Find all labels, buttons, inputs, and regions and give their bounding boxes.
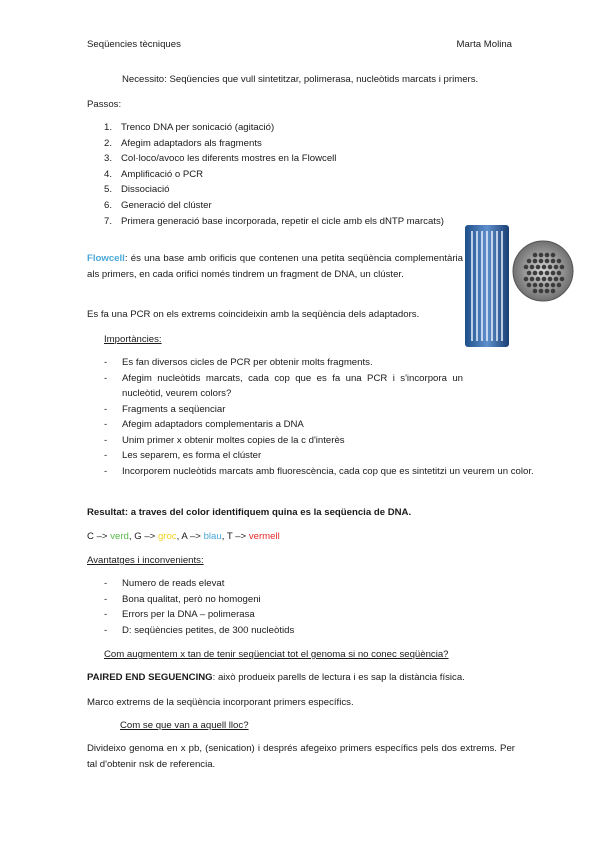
header-title: Seqüencies tècniques: [87, 39, 181, 50]
list-item: - Afegim adaptadors complementaris a DNA: [104, 419, 304, 430]
color-blue: blau: [203, 531, 222, 542]
intro-text: Necessito: Seqüencies que vull sintetitzar, polimerasa, nucleòtids marcats i primers.: [122, 74, 479, 85]
steps-list: [104, 120, 444, 229]
divideixo-text: Divideixo genoma en x pb, (senication) i després afegeixo primers específics pels dos extrems. Per tal d'obtenir nsk de referencia.: [87, 743, 515, 770]
color-green: verd: [110, 531, 129, 542]
question-2: Com se que van a aquell lloc?: [120, 720, 249, 731]
list-item: - Unim primer x obtenir moltes copies de la c d'interès: [104, 434, 345, 446]
list-item: 6. Generació del clúster: [104, 199, 212, 211]
list-item: - D: seqüències petites, de 300 nucleòtids: [104, 624, 295, 636]
avantatges-title: Avantatges i inconvenients:: [87, 555, 204, 566]
paired-end-text: PAIRED END SEGUENCING: això produeix parells de lectura i es sap la distància física.: [87, 672, 465, 683]
list-item: 7. Primera generació base incorporada, repetir el cicle amb els dNTP marcats): [104, 215, 444, 227]
flowcell-image: [463, 223, 575, 351]
list-item: - Es fan diversos cicles de PCR per obtenir molts fragments.: [104, 357, 373, 368]
list-item: - Bona qualitat, però no homogeni: [104, 593, 261, 605]
list-item: - Afegim nucleòtids marcats, cada cop que es fa una PCR i s'incorpora un nucleòtid, veurem colors?: [104, 372, 463, 399]
question-1: Com augmentem x tan de tenir seqüenciat tot el genoma si no conec seqüència?: [104, 649, 449, 660]
avantatges-list: [104, 576, 484, 638]
flowcell-paragraph: Flowcell: és una base amb orificis que contenen una petita seqüència complementària als primers, en cada orifici només tindrem un fragment de DNA, un clúster.: [87, 253, 463, 280]
importancies-title: Importàncies:: [104, 334, 162, 345]
list-item: - Incorporem nucleòtids marcats amb fluorescència, cada cop que es sintetitzi un veurem un color.: [104, 465, 534, 477]
color-yellow: groc: [157, 531, 177, 542]
resultat-text: Resultat: a traves del color identifiquem quina es la seqüencia de DNA.: [87, 507, 412, 518]
list-item: 5. Dissociació: [104, 184, 170, 196]
list-item: 1. Trenco DNA per sonicació (agitació): [104, 122, 275, 133]
flowcell-term: Flowcell: [87, 253, 125, 264]
passos-label: Passos:: [87, 99, 122, 110]
color-red: vermell: [248, 531, 280, 542]
header-author: Marta Molina: [456, 39, 512, 50]
list-item: 2. Afegim adaptadors als fragments: [104, 137, 262, 149]
list-item: 4. Amplificació o PCR: [104, 168, 204, 180]
list-item: - Numero de reads elevat: [104, 578, 225, 589]
pcr-text: Es fa una PCR on els extrems coincideixin amb la seqüència dels adaptadors.: [87, 309, 420, 320]
importancies-list: [104, 355, 534, 479]
color-legend: C –> verd, G –> groc, A –> blau, T –> vermell: [87, 531, 280, 542]
list-item: - Errors per la DNA – polimerasa: [104, 609, 255, 620]
list-item: - Les separem, es forma el clúster: [104, 450, 262, 461]
list-item: - Fragments a seqüenciar: [104, 403, 226, 415]
list-item: 3. Col·loco/avoco les diferents mostres en la Flowcell: [104, 153, 337, 165]
marco-text: Marco extrems de la seqüència incorporant primers específics.: [87, 697, 354, 708]
